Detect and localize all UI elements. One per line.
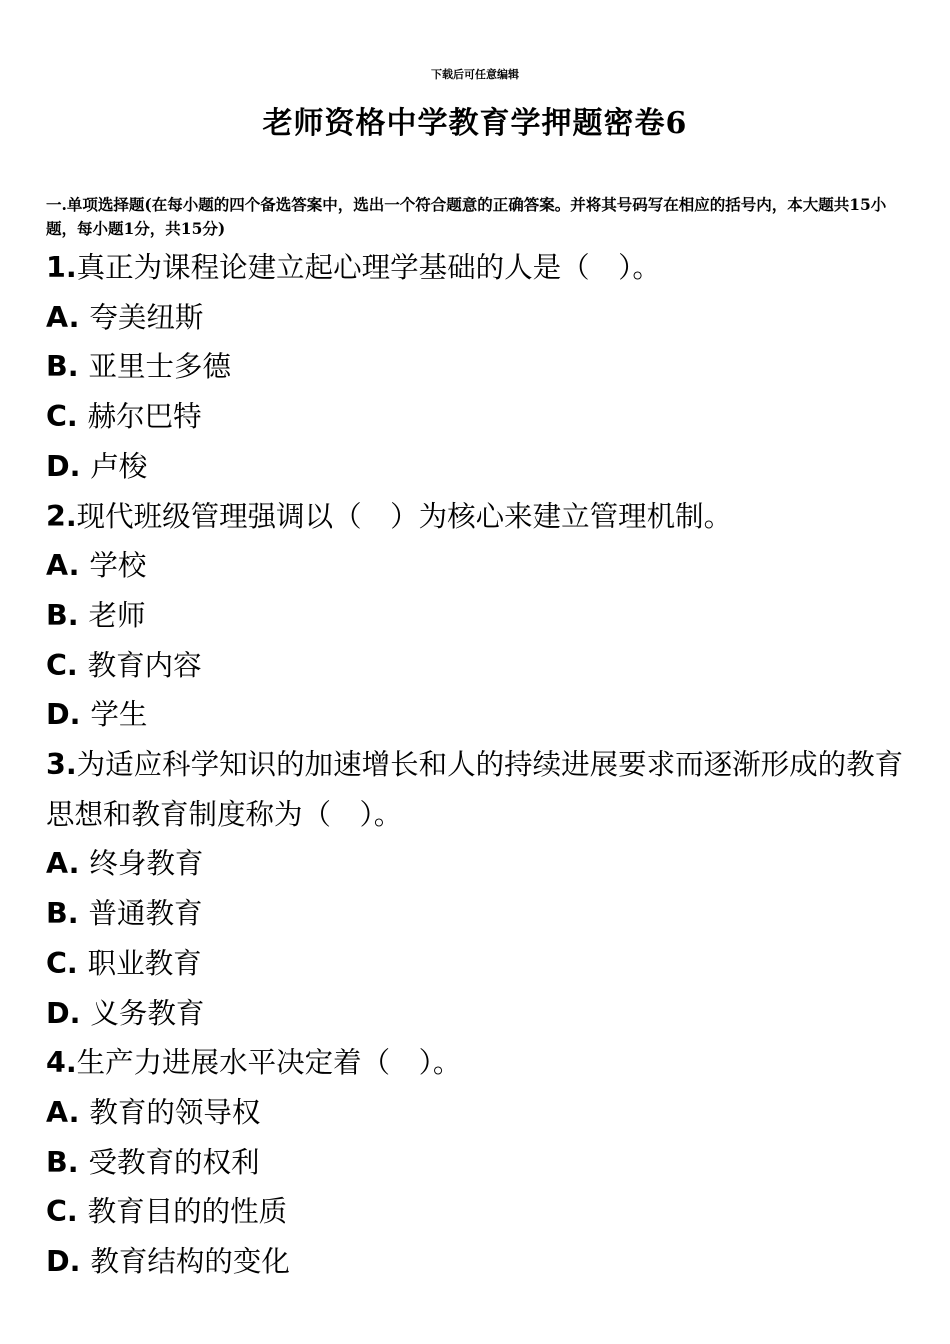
option-text: 受教育的权利 bbox=[88, 1145, 260, 1179]
option-letter: A bbox=[46, 847, 69, 881]
option-text: 老师 bbox=[88, 598, 146, 632]
answer-option: A. 学校 bbox=[46, 549, 147, 583]
question-text: 现代班级管理强调以（ ）为核心来建立管理机制。 bbox=[76, 499, 733, 533]
question-text: 真正为课程论建立起心理学基础的人是（ ）。 bbox=[76, 251, 661, 284]
option-letter: D bbox=[46, 1245, 70, 1279]
option-letter: D bbox=[46, 449, 70, 483]
answer-option: C. 教育目的的性质 bbox=[46, 1195, 288, 1229]
option-text: 学生 bbox=[90, 698, 148, 732]
answer-option: D. 学生 bbox=[46, 698, 148, 732]
option-text: 职业教育 bbox=[87, 946, 202, 980]
option-letter: B bbox=[46, 1145, 68, 1179]
option-letter: D bbox=[46, 996, 70, 1030]
question-text: 为适应科学知识的加速增长和人的持续进展要求而逐渐形成的教育思想和教育制度称为（ ）。 bbox=[46, 748, 904, 831]
option-letter: C bbox=[46, 1195, 67, 1229]
option-text: 教育目的的性质 bbox=[87, 1195, 288, 1229]
option-letter: A bbox=[46, 300, 69, 334]
answer-option: D. 义务教育 bbox=[46, 996, 205, 1030]
option-text: 夸美纽斯 bbox=[89, 300, 204, 334]
question-number: 1 bbox=[46, 251, 66, 284]
option-letter: B bbox=[46, 598, 68, 632]
option-letter: B bbox=[46, 897, 68, 931]
option-text: 终身教育 bbox=[89, 847, 204, 881]
section-instruction: 一.单项选择题(在每小题的四个备选答案中，选出一个符合题意的正确答案。并将其号码写在相应的括号内，本大题共15小题，每小题1分，共15分) bbox=[46, 195, 887, 238]
option-letter: B bbox=[46, 350, 68, 384]
answer-option: C. 职业教育 bbox=[46, 946, 202, 980]
option-text: 亚里士多德 bbox=[88, 350, 231, 384]
answer-option: B. 老师 bbox=[46, 598, 146, 632]
option-letter: C bbox=[46, 648, 67, 682]
option-text: 赫尔巴特 bbox=[87, 400, 202, 434]
question-number: 2 bbox=[46, 499, 66, 533]
question-text: 生产力进展水平决定着（ ）。 bbox=[76, 1046, 462, 1080]
option-text: 卢梭 bbox=[90, 449, 148, 483]
option-text: 普通教育 bbox=[88, 897, 203, 931]
answer-option: B. 受教育的权利 bbox=[46, 1145, 260, 1179]
question-number: 4 bbox=[46, 1046, 66, 1080]
option-text: 教育的领导权 bbox=[89, 1095, 261, 1129]
answer-option: A. 终身教育 bbox=[46, 847, 204, 881]
question-list bbox=[46, 243, 908, 1287]
answer-option: D. 卢梭 bbox=[46, 449, 148, 483]
option-letter: D bbox=[46, 698, 70, 732]
question-stem: 3.为适应科学知识的加速增长和人的持续进展要求而逐渐形成的教育思想和教育制度称为（ ）。 bbox=[46, 748, 904, 831]
answer-option: C. 赫尔巴特 bbox=[46, 400, 202, 434]
answer-option: A. 夸美纽斯 bbox=[46, 300, 204, 334]
answer-option: B. 亚里士多德 bbox=[46, 350, 231, 384]
question-stem: 1.真正为课程论建立起心理学基础的人是（ ）。 bbox=[46, 251, 661, 284]
answer-option: B. 普通教育 bbox=[46, 897, 203, 931]
option-text: 义务教育 bbox=[90, 996, 205, 1030]
option-letter: C bbox=[46, 946, 67, 980]
header-note: 下载后可任意编辑 bbox=[431, 68, 519, 81]
option-letter: C bbox=[46, 400, 67, 434]
question-stem: 4.生产力进展水平决定着（ ）。 bbox=[46, 1046, 462, 1080]
option-letter: A bbox=[46, 549, 69, 583]
option-text: 学校 bbox=[89, 549, 147, 583]
question-number: 3 bbox=[46, 748, 66, 782]
answer-option: D. 教育结构的变化 bbox=[46, 1245, 290, 1279]
option-text: 教育结构的变化 bbox=[90, 1245, 290, 1279]
option-letter: A bbox=[46, 1095, 69, 1129]
option-text: 教育内容 bbox=[87, 648, 202, 682]
question-stem: 2.现代班级管理强调以（ ）为核心来建立管理机制。 bbox=[46, 499, 733, 533]
answer-option: C. 教育内容 bbox=[46, 648, 202, 682]
document-title: 老师资格中学教育学押题密卷6 bbox=[262, 106, 688, 141]
answer-option: A. 教育的领导权 bbox=[46, 1095, 261, 1129]
